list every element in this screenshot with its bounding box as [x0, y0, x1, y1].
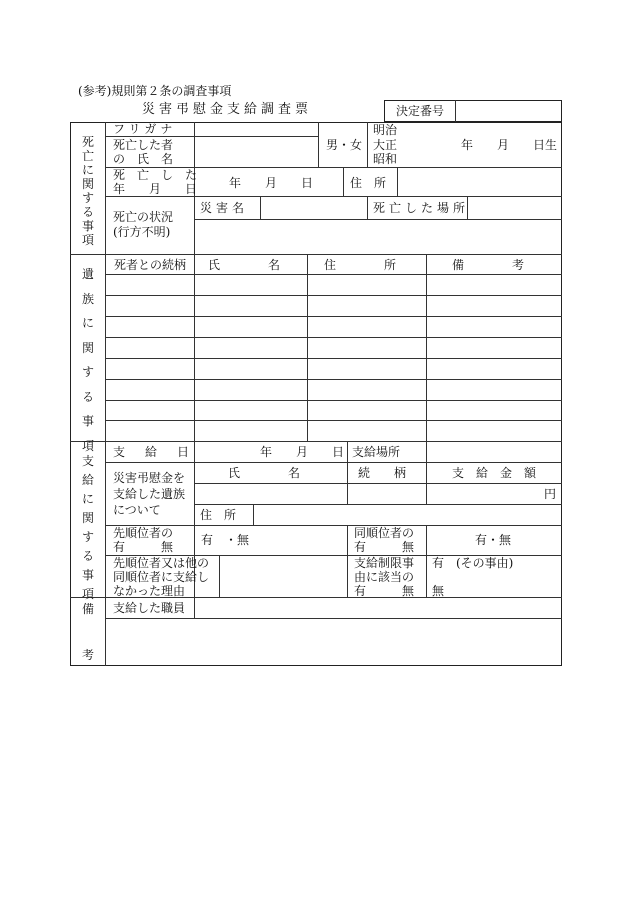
divider — [194, 483, 562, 484]
divider — [105, 136, 318, 137]
same-rank-label-1: 同順位者の — [354, 526, 415, 540]
restriction-label-3: 有 無 — [354, 584, 415, 598]
col-relation-to-deceased: 死者との続柄 — [114, 258, 187, 272]
divider — [194, 504, 562, 505]
divider — [426, 441, 427, 504]
divider — [194, 219, 562, 220]
restriction-field-no: 無 — [432, 584, 445, 598]
pay-place-label: 支給場所 — [352, 445, 401, 459]
era-meiji: 明治 — [373, 123, 398, 137]
col-remarks: 備 考 — [452, 258, 525, 272]
era-taisho: 大正 — [373, 138, 398, 152]
staff-label: 支給した職員 — [113, 601, 186, 615]
divider — [426, 525, 427, 597]
recipient-label-2: 支給した遺族 — [113, 487, 186, 501]
table-row — [105, 337, 562, 338]
death-situation-label-2: (行方不明) — [113, 225, 171, 239]
table-row — [105, 379, 562, 380]
restriction-label-2: 由に該当の — [354, 570, 415, 584]
col-name: 氏 名 — [208, 258, 281, 272]
table-row — [105, 316, 562, 317]
divider — [105, 525, 562, 526]
bereaved-section-side-label: 遺族に関する事項 — [81, 267, 94, 453]
remarks-side-label-bottom: 考 — [82, 648, 95, 662]
divider — [194, 597, 195, 618]
deceased-name-label-1: 死亡した者 — [113, 138, 174, 152]
recipient-label-3: について — [113, 503, 161, 517]
death-date-field: 年 月 日 — [229, 176, 314, 190]
table-row — [105, 295, 562, 296]
era-showa: 昭和 — [373, 152, 398, 166]
sex-field: 男・女 — [326, 138, 363, 152]
restriction-label-1: 支給制限事 — [354, 556, 415, 570]
yen-unit: 円 — [544, 487, 557, 501]
divider — [343, 167, 344, 196]
divider — [253, 504, 254, 525]
col-address: 住 所 — [324, 258, 397, 272]
reason-label-1: 先順位者又は他の — [113, 556, 210, 570]
label-column-divider — [105, 122, 106, 666]
death-date-label-2: 年 月 日 — [113, 182, 198, 196]
divider — [105, 274, 562, 275]
prior-rank-label-1: 先順位者の — [113, 526, 174, 540]
prior-rank-field: 有 ・無 — [201, 533, 250, 547]
pay-date-label: 支 給 日 — [113, 445, 194, 459]
death-section-side-label: 死亡に関する事項 — [81, 135, 94, 247]
divider — [260, 196, 261, 219]
prior-rank-label-2: 有 無 — [113, 540, 174, 554]
table-row — [105, 420, 562, 421]
decision-number-label: 決定番号 — [396, 104, 445, 118]
recipient-col-amount: 支 給 金 額 — [452, 466, 537, 480]
divider — [455, 100, 456, 122]
divider — [397, 167, 398, 196]
divider — [367, 196, 368, 219]
same-rank-field: 有・無 — [475, 533, 512, 547]
reason-label-3: なかった理由 — [113, 584, 186, 598]
recipient-col-relation: 続 柄 — [358, 466, 407, 480]
birth-date-field: 年 月 日生 — [461, 138, 558, 152]
disaster-name-label: 災害名 — [200, 201, 249, 215]
death-place-label: 死亡した場所 — [373, 201, 470, 215]
payment-section-side-label: 支給に関する事項 — [81, 454, 94, 601]
deceased-name-label-2: の 氏 名 — [113, 152, 174, 166]
reference-note: (参考)規則第２条の調査事項 — [78, 84, 232, 98]
recipient-address-label: 住 所 — [200, 508, 237, 522]
death-address-label: 住 所 — [350, 176, 387, 190]
divider — [307, 254, 308, 441]
restriction-field-yes: 有 (その事由) — [432, 556, 514, 570]
recipient-label-1: 災害弔慰金を — [113, 471, 186, 485]
section-divider — [70, 441, 562, 442]
divider — [347, 441, 348, 504]
divider — [105, 462, 562, 463]
same-rank-label-2: 有 無 — [354, 540, 415, 554]
recipient-col-name: 氏 名 — [228, 466, 301, 480]
death-date-label-1: 死 亡 し た — [113, 168, 198, 182]
divider — [318, 122, 319, 167]
table-row — [105, 358, 562, 359]
divider — [105, 618, 562, 619]
divider — [367, 122, 368, 167]
divider — [219, 555, 220, 597]
table-row — [105, 400, 562, 401]
remarks-side-label-top: 備 — [82, 602, 95, 616]
divider — [105, 196, 562, 197]
pay-date-field: 年 月 日 — [260, 445, 345, 459]
divider — [426, 254, 427, 441]
reason-label-2: 同順位者に支給し — [113, 570, 210, 584]
divider — [347, 525, 348, 597]
death-situation-label-1: 死亡の状況 — [113, 210, 174, 224]
section-divider — [70, 254, 562, 255]
furigana-label: フリガナ — [113, 122, 177, 136]
divider — [194, 254, 195, 441]
form-title: 災害弔慰金支給調査票 — [142, 102, 313, 117]
